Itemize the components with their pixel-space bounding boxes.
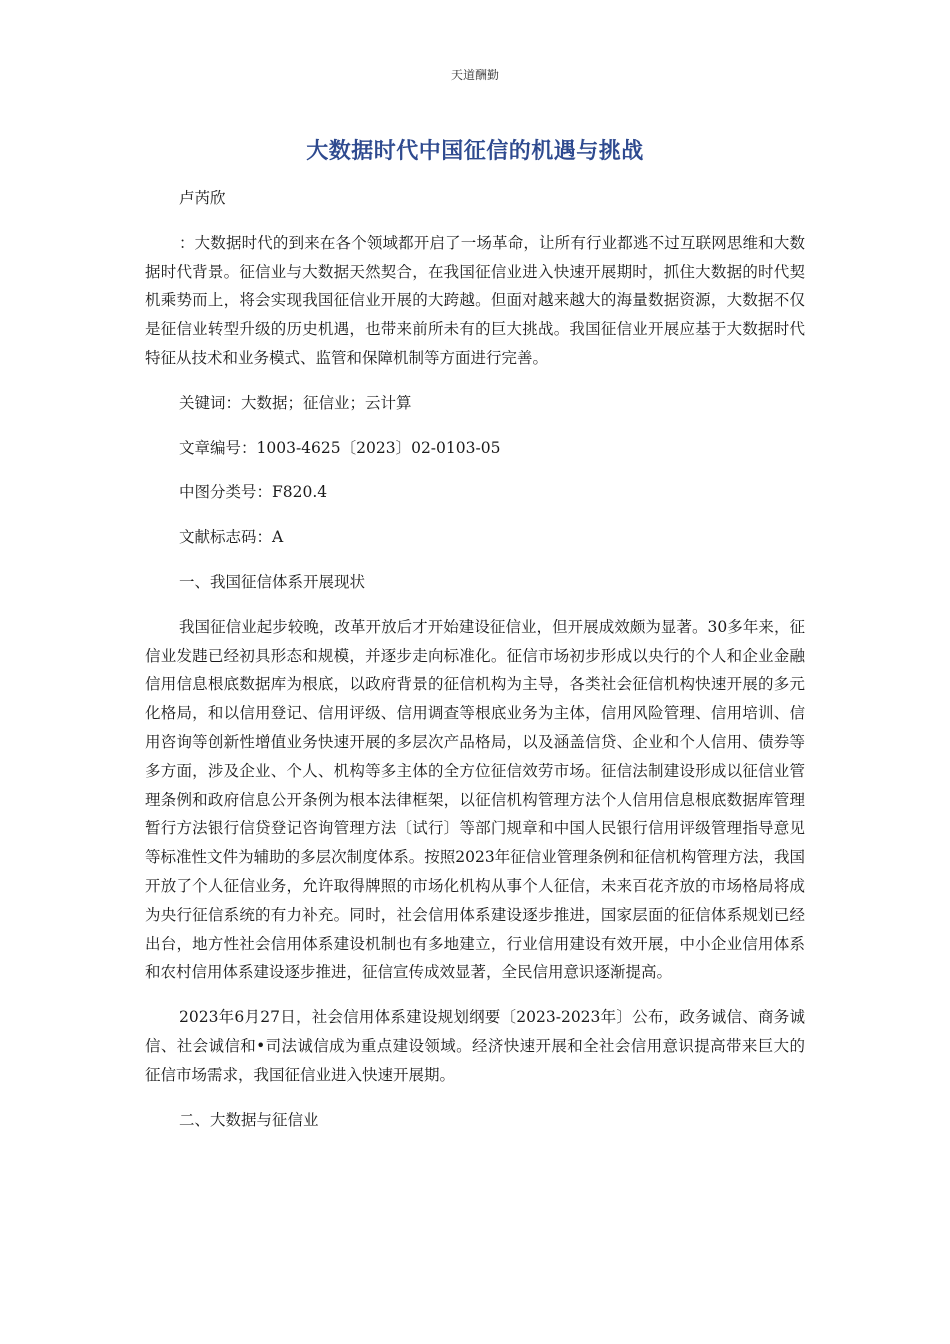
article-title: 大数据时代中国征信的机遇与挑战 <box>306 139 644 164</box>
article-body <box>145 184 805 1150</box>
abstract: ：大数据时代的到来在各个领域都开启了一场革命，让所有行业都逃不过互联网思维和大数据时代背景。征信业与大数据天然契合，在我国征信业进入快速开展期时，抓住大数据的时代契机乘势而上，将会实现我国征信业开展的大跨越。但面对越来越大的海量数据资源，大数据不仅是征信业转型升级的历史机遇，也带来前所未有的巨大挑战。我国征信业开展应基于大数据时代特征从技术和业务模式、监管和保障机制等方面进行完善。 <box>145 233 805 367</box>
article-number: 文章编号：1003-4625〔2023〕02-0103-05 <box>179 438 501 457</box>
running-header: 天道酬勤 <box>450 68 499 82</box>
classification-number: 中图分类号：F820.4 <box>179 483 328 502</box>
section-heading: 一、我国征信体系开展现状 <box>179 572 366 591</box>
section-heading: 二、大数据与征信业 <box>179 1110 319 1129</box>
keywords: 关键词：大数据；征信业；云计算 <box>179 393 412 412</box>
author: 卢芮欣 <box>179 189 226 207</box>
document-code: 文献标志码：A <box>179 528 284 547</box>
body-paragraph: 2023年6月27日，社会信用体系建设规划纲要〔2023-2023年〕公布，政务诚信、商务诚信、社会诚信和•司法诚信成为重点建设领域。经济快速开展和全社会信用意识提高带来巨大的征信市场需求，我国征信业进入快速开展期。 <box>145 1008 805 1084</box>
body-paragraph: 我国征信业起步较晚，改革开放后才开始建设征信业，但开展成效颇为显著。30多年来，征信业发韪已经初具形态和规模，并逐步走向标准化。征信市场初步形成以央行的个人和企业金融信用信息根底数据库为根底，以政府背景的征信机构为主导，各类社会征信机构快速开展的多元化格局，和以信用登记、信用评级、信用调查等根底业务为主体，信用风险管理、信用培训、信用咨询等创新性增值业务快速开展的多层次产品格局，以及涵盖信贷、企业和个人信用、债券等多方面，涉及企业、个人、机构等多主体的全方位征信效劳市场。征信法制建设形成以征信业管理条例和政府信息公开条例为根本法律框架，以征信机构管理方法个人信用信息根底数据库管理暂行方法银行信贷登记咨询管理方法〔试行〕等部门规章和中国人民银行信用评级管理指导意见等标准性文件为辅助的多层次制度体系。按照2023年征信业管理条例和征信机构管理方法，我国开放了个人征信业务，允许取得牌照的市场化机构从事个人征信，未来百花齐放的市场格局将成为央行征信系统的有力补充。同时，社会信用体系建设逐步推进，国家层面的征信体系规划已经出台，地方性社会信用体系建设机制也有多地建立，行业信用建设有效开展，中小企业信用体系和农村信用体系建设逐步推进，征信宣传成效显著，全民信用意识逐渐提高。 <box>145 617 805 982</box>
